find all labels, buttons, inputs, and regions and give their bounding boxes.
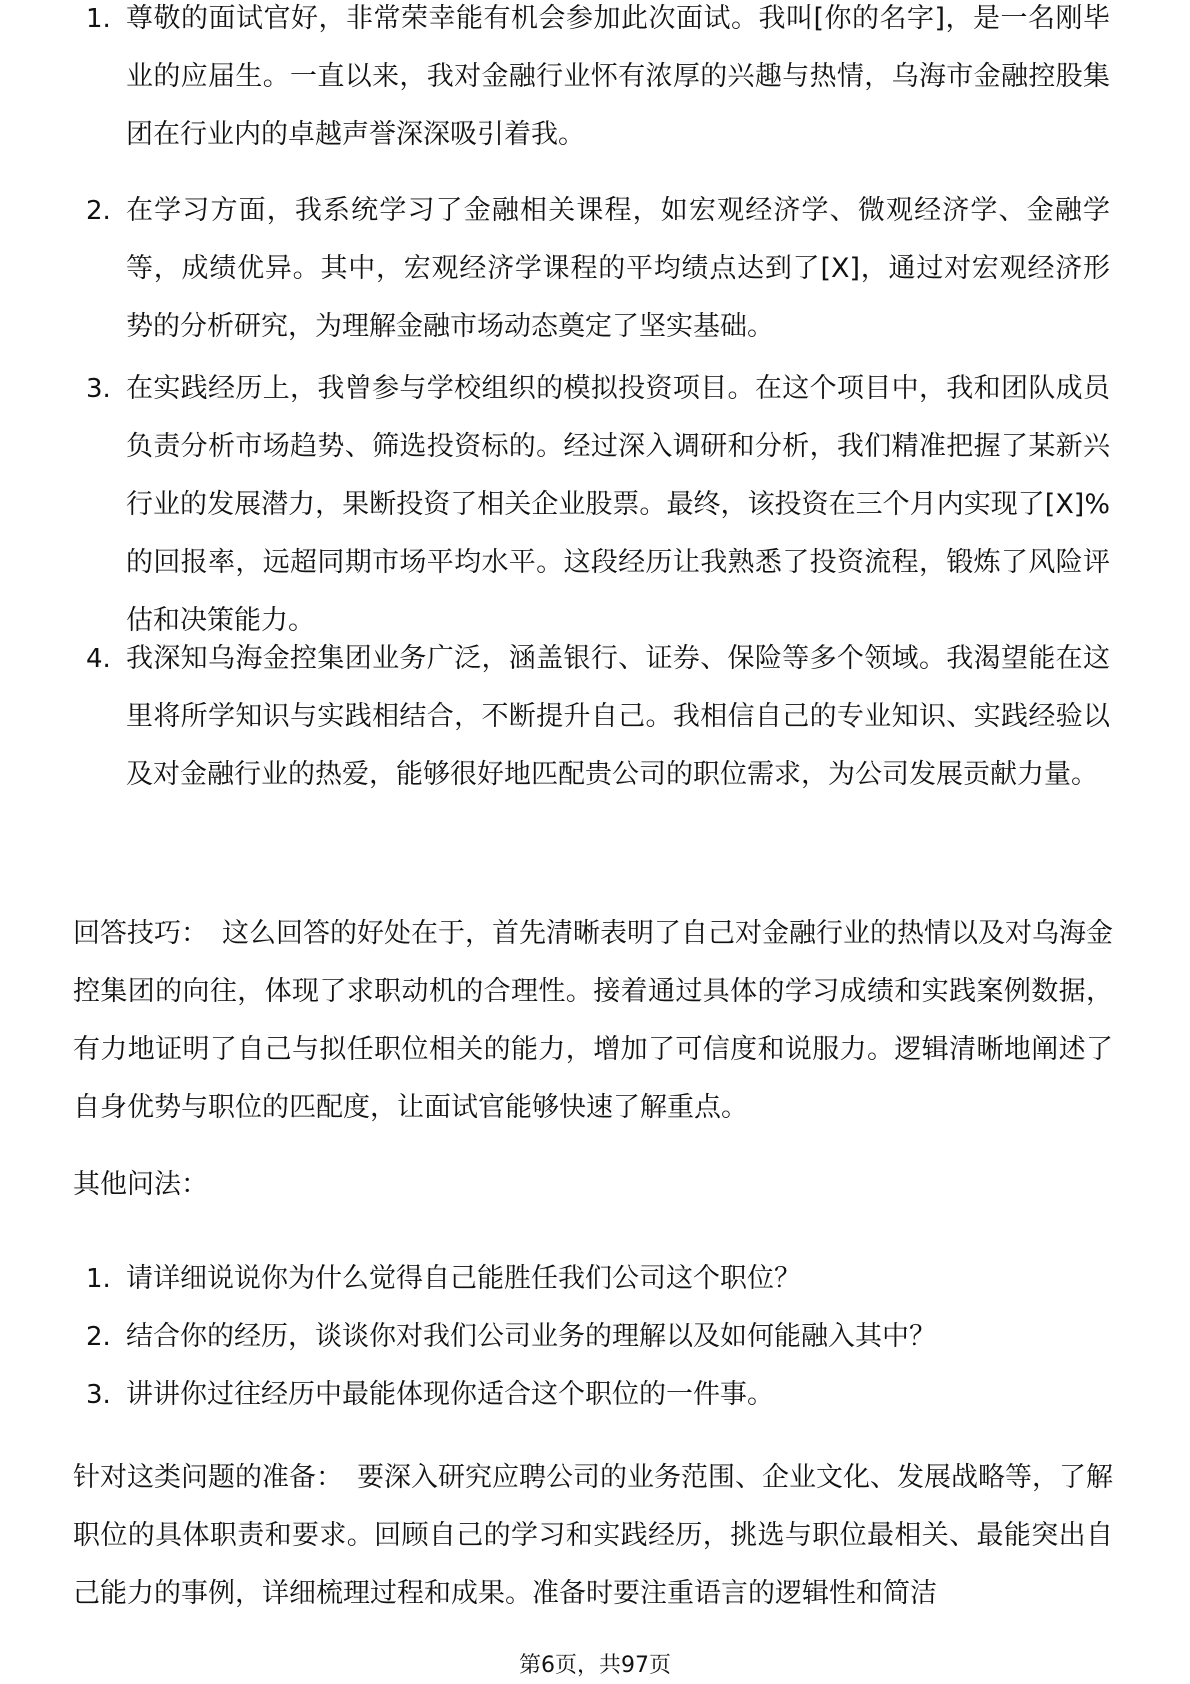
list-item-text: 讲讲你过往经历中最能体现你适合这个职位的一件事。 <box>126 1379 774 1410</box>
list-number: 3. <box>86 374 111 404</box>
preparation-paragraph <box>73 1449 1113 1623</box>
other-questions-list <box>0 1250 1190 1424</box>
list-item-text: 请详细说说你为什么觉得自己能胜任我们公司这个职位？ <box>126 1263 801 1294</box>
preparation-text: 要深入研究应聘公司的业务范围、企业文化、发展战略等，了解职位的具体职责和要求。回顾自己的学习和实践经历，挑选与职位最相关、最能突出自己能力的事例，详细梳理过程和成果。准备时要注重语言的逻辑性和简洁 <box>73 1462 1113 1609</box>
list-number: 1. <box>86 1264 111 1294</box>
answer-tips-paragraph <box>73 905 1113 1137</box>
answer-list <box>0 0 1190 164</box>
page-number-footer: 第6页，共97页 <box>519 1653 671 1678</box>
list-item-text: 在实践经历上，我曾参与学校组织的模拟投资项目。在这个项目中，我和团队成员负责分析市场趋势、筛选投资标的。经过深入调研和分析，我们精准把握了某新兴行业的发展潜力，果断投资了相关企业股票。最终，该投资在三个月内实现了[X]%的回报率，远超同期市场平均水平。这段经历让我熟悉了投资流程，锻炼了风险评估和决策能力。 <box>126 373 1110 636</box>
list-number: 2. <box>86 196 111 226</box>
list-item <box>0 182 1190 360</box>
list-item-text: 我深知乌海金控集团业务广泛，涵盖银行、证券、保险等多个领域。我渴望能在这里将所学知识与实践相结合，不断提升自己。我相信自己的专业知识、实践经验以及对金融行业的热爱，能够很好地匹配贵公司的职位需求，为公司发展贡献力量。 <box>126 643 1110 790</box>
list-item-text: 结合你的经历，谈谈你对我们公司业务的理解以及如何能融入其中？ <box>126 1321 936 1352</box>
list-number: 2. <box>86 1322 111 1352</box>
list-number: 4. <box>86 644 111 674</box>
list-number: 3. <box>86 1380 111 1410</box>
list-number: 1. <box>86 4 111 34</box>
list-item <box>0 1308 1190 1366</box>
list-item-text: 在学习方面，我系统学习了金融相关课程，如宏观经济学、微观经济学、金融学等，成绩优异。其中，宏观经济学课程的平均绩点达到了[X]，通过对宏观经济形势的分析研究，为理解金融市场动态奠定了坚实基础。 <box>126 195 1110 342</box>
list-item <box>0 1366 1190 1424</box>
list-item <box>0 0 1190 164</box>
list-item <box>0 630 1190 804</box>
list-item <box>0 360 1190 636</box>
tips-label: 回答技巧： <box>73 918 208 949</box>
list-item <box>0 1250 1190 1308</box>
preparation-label: 针对这类问题的准备： <box>73 1462 343 1493</box>
answer-list-continued <box>0 182 1190 804</box>
other-questions-heading: 其他问法： <box>73 1169 208 1200</box>
list-item-text: 尊敬的面试官好，非常荣幸能有机会参加此次面试。我叫[你的名字]，是一名刚毕业的应届生。一直以来，我对金融行业怀有浓厚的兴趣与热情，乌海市金融控股集团在行业内的卓越声誉深深吸引着我。 <box>126 3 1110 150</box>
tips-text: 这么回答的好处在于，首先清晰表明了自己对金融行业的热情以及对乌海金控集团的向往，体现了求职动机的合理性。接着通过具体的学习成绩和实践案例数据，有力地证明了自己与拟任职位相关的能力，增加了可信度和说服力。逻辑清晰地阐述了自身优势与职位的匹配度，让面试官能够快速了解重点。 <box>73 918 1113 1123</box>
